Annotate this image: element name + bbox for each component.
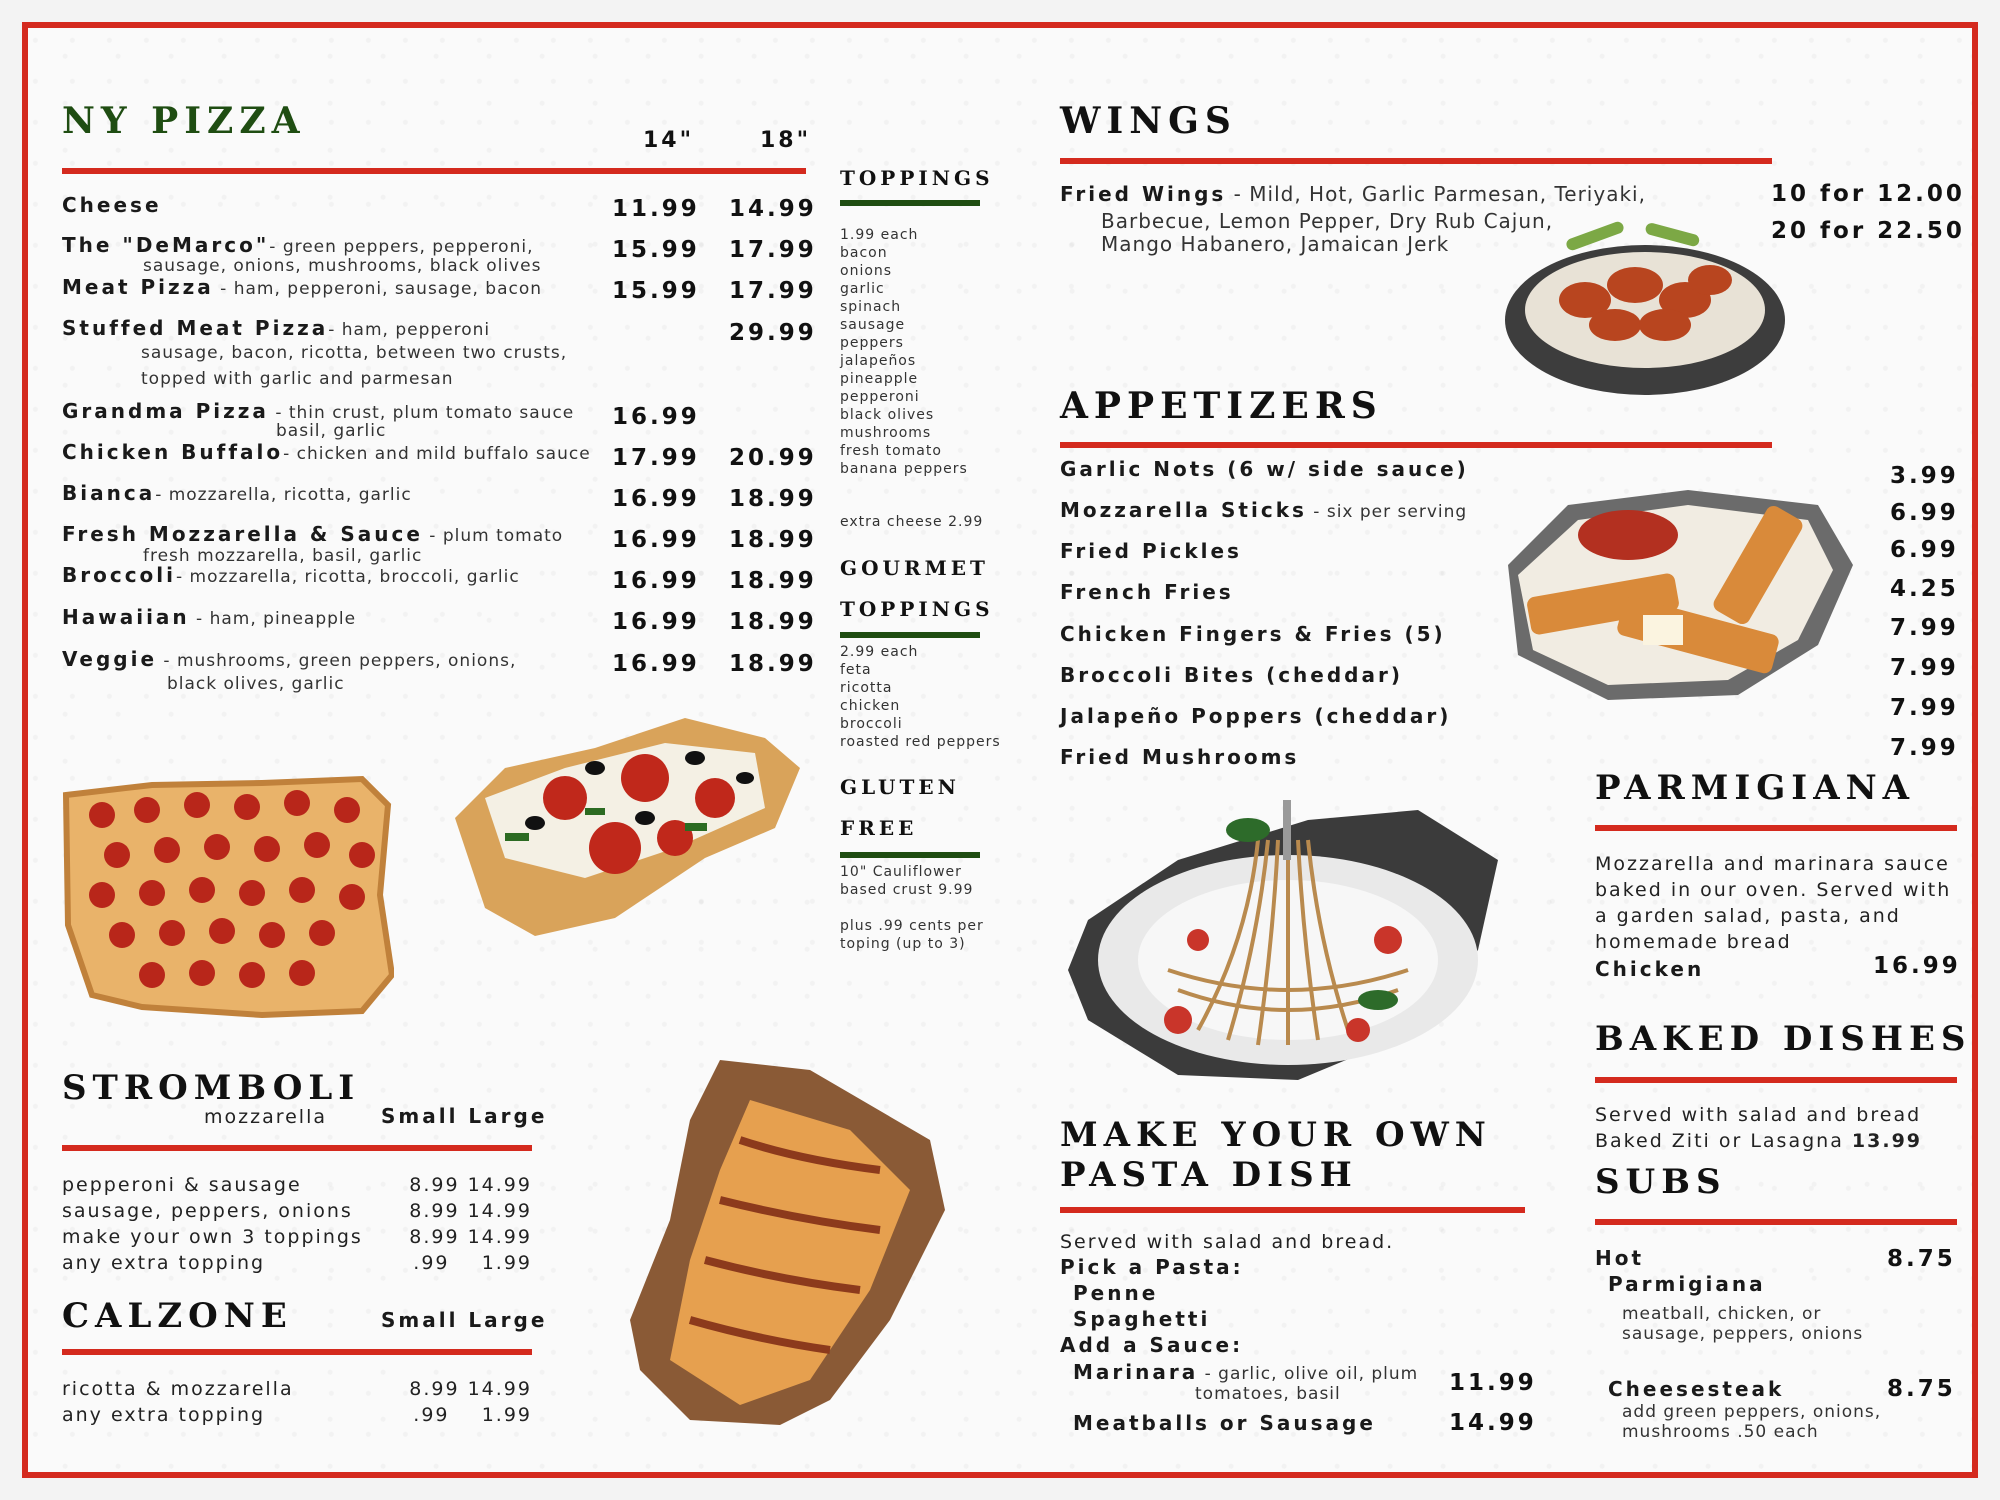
calzone-title: CALZONE	[62, 1296, 293, 1336]
stromboli-table	[62, 1172, 363, 1276]
pizza-price-18: 18.99	[729, 651, 817, 677]
sub-desc-line: meatball, chicken, or	[1622, 1304, 1822, 1324]
gourmet-item: ricotta	[840, 680, 893, 696]
wings-desc: Barbecue, Lemon Pepper, Dry Rub Cajun,	[1101, 209, 1554, 233]
pizza-item: Veggie - mushrooms, green peppers, onions,	[62, 647, 517, 671]
appetizer-item: French Fries	[1060, 580, 1234, 604]
appetizer-price: 6.99	[1890, 500, 1959, 526]
appetizer-price: 3.99	[1890, 463, 1959, 489]
gluten-info	[840, 863, 984, 953]
pizza-price-14: 16.99	[612, 651, 700, 677]
pizza-price-14: 16.99	[612, 486, 700, 512]
calzone-row: any extra topping	[62, 1404, 266, 1426]
stromboli-prices: 8.99 14.99 8.99 14.99 8.99 14.99 .99 1.99	[409, 1174, 532, 1274]
gourmet-item: broccoli	[840, 716, 903, 732]
parmigiana-line: a garden salad, pasta, and	[1595, 905, 1901, 927]
gluten-line: based crust 9.99	[840, 882, 974, 898]
baked-title: BAKED DISHES	[1595, 1019, 1972, 1059]
pasta-marinara-desc: tomatoes, basil	[1195, 1384, 1341, 1404]
appetizer-price: 7.99	[1890, 735, 1959, 761]
extra-cheese: extra cheese 2.99	[840, 514, 984, 530]
pizza-price-18: 17.99	[729, 278, 817, 304]
pizza-desc: sausage, bacon, ricotta, between two crusts,	[141, 343, 568, 363]
gourmet-item: chicken	[840, 698, 901, 714]
parmigiana-title: PARMIGIANA	[1595, 768, 1916, 808]
pizza-price-14: 15.99	[612, 278, 700, 304]
topping-item: banana peppers	[840, 461, 968, 477]
pasta-marinara: Marinara - garlic, olive oil, plum	[1073, 1360, 1419, 1384]
gourmet-list	[840, 661, 1001, 751]
pasta-spaghetti: Spaghetti	[1073, 1307, 1211, 1331]
stromboli-sub: mozzarella	[204, 1106, 328, 1128]
ny-pizza-title: NY PIZZA	[62, 100, 306, 142]
pizza-price-14: 16.99	[612, 404, 700, 430]
pizza-item: The "DeMarco"- green peppers, pepperoni,	[62, 233, 534, 257]
gourmet-title-2: TOPPINGS	[840, 597, 994, 621]
gluten-title-2: FREE	[840, 816, 918, 840]
mozzarella-sticks-photo	[1488, 485, 1858, 705]
appetizer-item: Jalapeño Poppers (cheddar)	[1060, 704, 1452, 728]
parmigiana-line: Mozzarella and marinara sauce	[1595, 853, 1950, 875]
gluten-title-1: GLUTEN	[840, 775, 960, 799]
pizza-price-14: 16.99	[612, 527, 700, 553]
gourmet-rule	[840, 632, 980, 638]
stromboli-row: make your own 3 toppings	[62, 1226, 363, 1248]
gourmet-price: 2.99 each	[840, 644, 919, 660]
pasta-penne: Penne	[1073, 1281, 1159, 1305]
pasta-add: Add a Sauce:	[1060, 1333, 1244, 1357]
sub-parm: Parmigiana	[1608, 1272, 1766, 1296]
pizza-price-14: 15.99	[612, 237, 700, 263]
pizza-price-14: 11.99	[612, 196, 700, 222]
pizza-desc: black olives, garlic	[167, 674, 345, 694]
size-18-header: 18"	[760, 128, 812, 153]
wings-rule	[1060, 158, 1772, 164]
pizza-item: Meat Pizza - ham, pepperoni, sausage, bacon	[62, 275, 543, 299]
pepperoni-pizza-photo	[62, 775, 394, 1020]
pasta-title-1: MAKE YOUR OWN	[1060, 1115, 1492, 1155]
calzone-rule	[62, 1349, 532, 1355]
pizza-item: Chicken Buffalo- chicken and mild buffalo sauce	[62, 440, 591, 464]
wings-price-10: 10 for 12.00	[1771, 181, 1965, 207]
appetizer-item: Fried Mushrooms	[1060, 745, 1300, 769]
pizza-price-14: 16.99	[612, 609, 700, 635]
pizza-price-18: 29.99	[729, 320, 817, 346]
pizza-item: Hawaiian - ham, pineapple	[62, 605, 357, 629]
parmigiana-line: baked in our oven. Served with	[1595, 879, 1952, 901]
pizza-item: Bianca- mozzarella, ricotta, garlic	[62, 481, 412, 505]
sub-desc-line: add green peppers, onions,	[1622, 1402, 1882, 1422]
stromboli-cols: Small Large	[381, 1104, 548, 1128]
sub-desc-line: mushrooms .50 each	[1622, 1422, 1819, 1442]
topping-item: sausage	[840, 317, 906, 333]
topping-item: garlic	[840, 281, 885, 297]
sub-parm-desc	[1622, 1304, 1863, 1344]
parmigiana-item: Chicken	[1595, 957, 1705, 981]
pizza-price-18: 14.99	[729, 196, 817, 222]
stromboli-row: pepperoni & sausage	[62, 1174, 302, 1196]
pasta-title-2: PASTA DISH	[1060, 1155, 1358, 1195]
parmigiana-desc	[1595, 851, 1951, 955]
baked-line-2: Baked Ziti or Lasagna 13.99	[1595, 1130, 1923, 1152]
pasta-rule	[1060, 1207, 1525, 1213]
pizza-item: Broccoli- mozzarella, ricotta, broccoli, garlic	[62, 563, 520, 587]
toppings-list	[840, 244, 968, 478]
baked-line-1: Served with salad and bread	[1595, 1104, 1922, 1126]
ny-pizza-rule	[62, 168, 806, 174]
veggie-pizza-photo	[445, 708, 805, 940]
toppings-title: TOPPINGS	[840, 166, 994, 190]
pizza-price-14: 16.99	[612, 568, 700, 594]
appetizer-item: Mozzarella Sticks - six per serving	[1060, 498, 1468, 522]
gluten-rule	[840, 852, 980, 858]
appetizer-price: 7.99	[1890, 695, 1959, 721]
pasta-photo	[1058, 800, 1506, 1090]
calzone-row: ricotta & mozzarella	[62, 1378, 294, 1400]
appetizer-price: 6.99	[1890, 537, 1959, 563]
gluten-line: plus .99 cents per	[840, 918, 984, 934]
pizza-desc: topped with garlic and parmesan	[141, 369, 454, 389]
wings-price-20: 20 for 22.50	[1771, 218, 1965, 244]
parmigiana-line: homemade bread	[1595, 931, 1792, 953]
topping-item: spinach	[840, 299, 902, 315]
subs-rule	[1595, 1219, 1957, 1225]
sub-desc-line: sausage, peppers, onions	[1622, 1324, 1864, 1344]
appetizer-price: 7.99	[1890, 615, 1959, 641]
appetizer-item: Fried Pickles	[1060, 539, 1242, 563]
sub-hot-price: 8.75	[1887, 1246, 1956, 1272]
gluten-line: toping (up to 3)	[840, 936, 966, 952]
topping-item: peppers	[840, 335, 904, 351]
sub-cheesesteak-price: 8.75	[1887, 1376, 1956, 1402]
size-14-header: 14"	[643, 128, 695, 153]
topping-item: black olives	[840, 407, 935, 423]
pizza-item: Fresh Mozzarella & Sauce - plum tomato	[62, 522, 564, 546]
pasta-marinara-price: 11.99	[1449, 1370, 1537, 1396]
appetizer-price: 4.25	[1890, 576, 1959, 602]
stromboli-row: sausage, peppers, onions	[62, 1200, 353, 1222]
appetizer-item: Chicken Fingers & Fries (5)	[1060, 622, 1446, 646]
gourmet-item: feta	[840, 662, 872, 678]
pizza-desc: fresh mozzarella, basil, garlic	[143, 546, 423, 566]
pizza-price-18: 18.99	[729, 568, 817, 594]
topping-item: bacon	[840, 245, 888, 261]
appetizers-rule	[1060, 442, 1772, 448]
pizza-desc: basil, garlic	[276, 421, 387, 441]
appetizers-title: APPETIZERS	[1060, 385, 1383, 427]
parmigiana-rule	[1595, 825, 1957, 831]
topping-item: onions	[840, 263, 893, 279]
sub-cheesesteak-desc	[1622, 1402, 1881, 1442]
pizza-desc: sausage, onions, mushrooms, black olives	[143, 256, 542, 276]
toppings-price: 1.99 each	[840, 227, 919, 243]
topping-item: fresh tomato	[840, 443, 942, 459]
pasta-meat: Meatballs or Sausage	[1073, 1411, 1376, 1435]
pizza-price-18: 18.99	[729, 527, 817, 553]
appetizer-price: 7.99	[1890, 655, 1959, 681]
wings-item: Fried Wings - Mild, Hot, Garlic Parmesan, Teriyaki,	[1060, 182, 1646, 206]
appetizer-item: Broccoli Bites (cheddar)	[1060, 663, 1403, 687]
pizza-item: Cheese	[62, 193, 162, 217]
toppings-rule	[840, 200, 980, 206]
calzone-table	[62, 1376, 294, 1428]
subs-title: SUBS	[1595, 1162, 1727, 1202]
pizza-price-18: 18.99	[729, 609, 817, 635]
appetizer-item: Garlic Nots (6 w/ side sauce)	[1060, 457, 1469, 481]
pasta-pick: Pick a Pasta:	[1060, 1255, 1244, 1279]
gluten-line: 10" Cauliflower	[840, 864, 962, 880]
pizza-price-14: 17.99	[612, 445, 700, 471]
baked-rule	[1595, 1077, 1957, 1083]
stromboli-title: STROMBOLI	[62, 1068, 361, 1108]
gourmet-title-1: GOURMET	[840, 556, 989, 580]
sub-cheesesteak: Cheesesteak	[1608, 1377, 1785, 1401]
stromboli-photo	[630, 1060, 945, 1430]
sub-hot: Hot	[1595, 1246, 1645, 1270]
pasta-meat-price: 14.99	[1449, 1410, 1537, 1436]
wings-title: WINGS	[1060, 100, 1237, 142]
pizza-price-18: 20.99	[729, 445, 817, 471]
calzone-cols: Small Large	[381, 1308, 548, 1332]
topping-item: pepperoni	[840, 389, 920, 405]
gourmet-item: roasted red peppers	[840, 734, 1001, 750]
wings-photo	[1495, 210, 1805, 410]
pizza-price-18: 17.99	[729, 237, 817, 263]
stromboli-row: any extra topping	[62, 1252, 266, 1274]
pizza-item: Grandma Pizza - thin crust, plum tomato sauce	[62, 399, 575, 423]
pasta-intro: Served with salad and bread.	[1060, 1231, 1395, 1253]
calzone-prices: 8.99 14.99 .99 1.99	[409, 1378, 532, 1426]
stromboli-rule	[62, 1145, 532, 1151]
pizza-price-18: 18.99	[729, 486, 817, 512]
topping-item: jalapeños	[840, 353, 917, 369]
topping-item: mushrooms	[840, 425, 932, 441]
parmigiana-price: 16.99	[1873, 953, 1961, 979]
topping-item: pineapple	[840, 371, 919, 387]
pizza-item: Stuffed Meat Pizza- ham, pepperoni	[62, 316, 491, 340]
wings-desc: Mango Habanero, Jamaican Jerk	[1101, 232, 1450, 256]
